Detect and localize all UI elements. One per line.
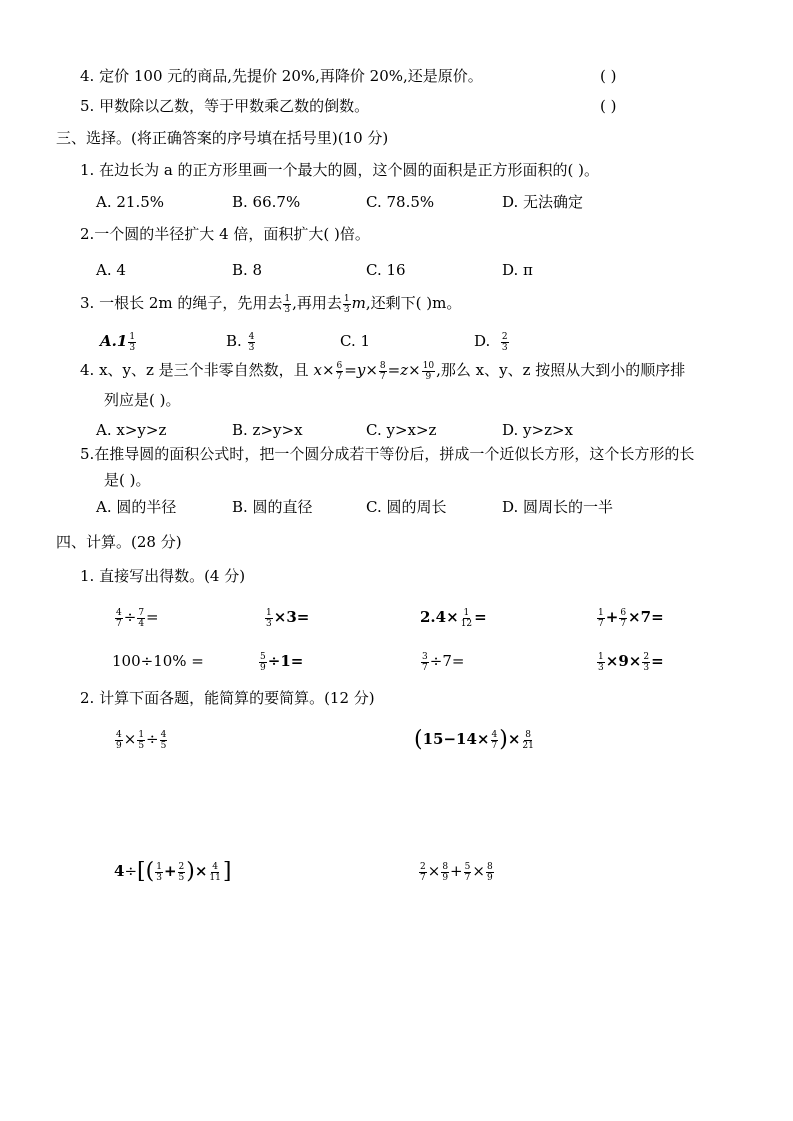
option-c[interactable]: C. 78.5%	[366, 193, 435, 211]
option-b[interactable]: B. 8	[232, 261, 263, 279]
option-a[interactable]: A. 圆的半径	[96, 498, 177, 516]
option-c[interactable]: C. 1	[340, 332, 371, 350]
calc-problem[interactable]: 4÷[( $\frac{1}{3}$ + $\frac{2}{5}$ )× $\frac{4}{11}$ ]	[114, 859, 232, 884]
option-a[interactable]: A. 4	[96, 261, 126, 279]
option-b[interactable]: B. 66.7%	[232, 193, 301, 211]
q5-stem: 5.在推导圆的面积公式时，把一个圆分成若干等份后，拼成一个近似长方形，这个长方形的长	[80, 445, 695, 463]
stem-text: 4. x、y、z 是三个非零自然数，且	[80, 361, 309, 379]
sub-title: 1. 直接写出得数。(4 分)	[80, 567, 246, 585]
option-d[interactable]: D. $\frac{2}{3}$	[474, 331, 508, 353]
calc-problem[interactable]: (15−14× $\frac{4}{7}$ )× $\frac{8}{21}$	[414, 727, 534, 752]
answer-paren[interactable]: ( )	[600, 67, 617, 85]
q1-stem: 1. 在边长为 a 的正方形里画一个最大的圆，这个圆的面积是正方形面积的( )。	[80, 161, 600, 179]
q2-stem: 2.一个圆的半径扩大 4 倍，面积扩大( )倍。	[80, 225, 370, 243]
option-d[interactable]: D. π	[502, 261, 533, 279]
stem-text: ,还剩下( )m。	[365, 294, 462, 312]
q4-stem-line2: 列应是( )。	[104, 391, 181, 409]
option-c[interactable]: C. y>x>z	[366, 421, 437, 439]
q4-stem	[80, 360, 685, 382]
option-b[interactable]: B. 圆的直径	[232, 498, 313, 516]
calc-item[interactable]: $\frac{1}{3}$ ×3=	[266, 607, 310, 629]
section-title: 四、计算。(28 分)	[56, 533, 182, 551]
calc-item[interactable]: $\frac{1}{7}$ + $\frac{6}{7}$ ×7=	[598, 607, 664, 629]
option-a[interactable]: A. x>y>z	[96, 421, 167, 439]
option-c[interactable]: C. 圆的周长	[366, 498, 447, 516]
section-title: 三、选择。(将正确答案的序号填在括号里)(10 分)	[56, 129, 389, 147]
calc-item[interactable]: $\frac{1}{3}$ ×9× $\frac{2}{3}$ =	[598, 651, 664, 673]
fraction: $\frac{1}{3}$	[343, 293, 350, 315]
fraction: $\frac{1}{3}$	[284, 293, 291, 315]
answer-paren[interactable]: ( )	[600, 97, 617, 115]
option-a[interactable]: A. 21.5%	[96, 193, 165, 211]
calc-item[interactable]: 2.4× $\frac{1}{12}$ =	[420, 607, 487, 629]
calc-problem[interactable]: $\frac{2}{7}$ × $\frac{8}{9}$ + $\frac{5}{7}$ × $\frac{8}{9}$	[420, 861, 493, 883]
option-b[interactable]: B. $\frac{4}{3}$	[226, 331, 255, 353]
option-d[interactable]: D. 无法确定	[502, 193, 584, 211]
question-number: 4.	[80, 67, 95, 85]
option-b[interactable]: B. z>y>x	[232, 421, 303, 439]
option-c[interactable]: C. 16	[366, 261, 406, 279]
calc-item[interactable]: $\frac{3}{7}$ ÷7=	[422, 651, 465, 673]
judge-q5	[80, 96, 369, 116]
calc-item[interactable]: 100÷10% =	[112, 652, 204, 670]
q5-stem-line2: 是( )。	[104, 471, 151, 489]
stem-text: ,那么 x、y、z 按照从大到小的顺序排	[436, 361, 686, 379]
stem-text: 3. 一根长 2m 的绳子，先用去	[80, 294, 283, 312]
stem-text: ,再用去	[292, 294, 342, 312]
question-number: 5.	[80, 97, 95, 115]
question-text: 定价 100 元的商品,先提价 20%,再降价 20%,还是原价。	[99, 67, 483, 85]
q3-stem: 3. 一根长 2m 的绳子，先用去 $\frac{1}{3}$ ,再用去 $\frac{1}{3}$ m,还剩下( )m。	[80, 293, 462, 315]
option-d[interactable]: D. 圆周长的一半	[502, 498, 614, 516]
judge-q4	[80, 66, 483, 86]
calc-item[interactable]: $\frac{4}{7}$ ÷ $\frac{7}{4}$ =	[116, 607, 159, 629]
question-text: 甲数除以乙数，等于甲数乘乙数的倒数。	[99, 97, 370, 115]
calc-problem[interactable]: $\frac{4}{9}$ × $\frac{1}{5}$ ÷ $\frac{4}{5}$	[116, 729, 167, 751]
equation: x× $\frac{6}{7}$ =y× $\frac{8}{7}$ =z× $\frac{10}{9}$	[313, 360, 435, 382]
calc-item[interactable]: $\frac{5}{9}$ ÷1=	[260, 651, 304, 673]
option-d[interactable]: D. y>z>x	[502, 421, 574, 439]
sub-title: 2. 计算下面各题，能简算的要简算。(12 分)	[80, 689, 375, 707]
option-a[interactable]: A.1 $\frac{1}{3}$	[100, 331, 136, 353]
